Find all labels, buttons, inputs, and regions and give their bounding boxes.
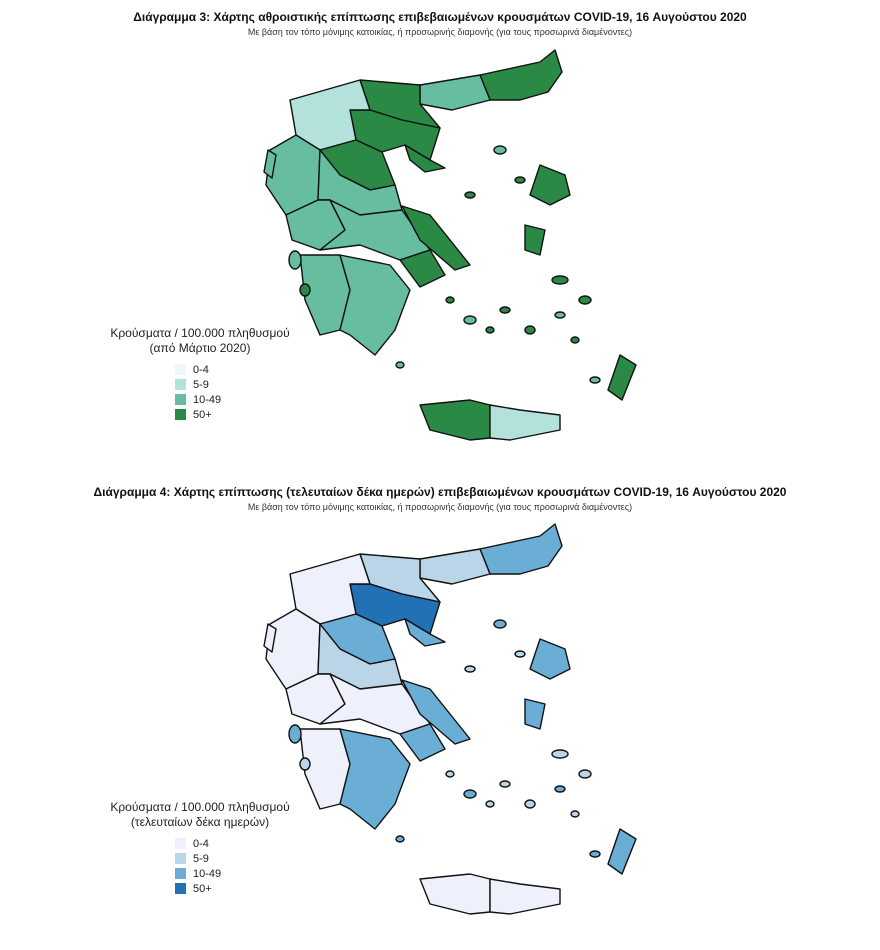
island [300, 758, 310, 770]
island [500, 307, 510, 313]
legend-item [175, 377, 305, 392]
island [289, 251, 301, 269]
island [289, 725, 301, 743]
legend-swatch [175, 838, 186, 849]
island [555, 786, 565, 792]
region-rhodes [608, 829, 636, 874]
chart-subtitle: Με βάση τον τόπο μόνιμης κατοικίας, ή προσωρινής διαμονής (για τους προσωρινά διαμένοντες) [247, 27, 633, 37]
region-thrace-mid [420, 549, 490, 584]
island [571, 811, 579, 817]
legend-swatch [175, 868, 186, 879]
island [571, 337, 579, 343]
island [515, 177, 525, 183]
region-crete-west [420, 874, 490, 914]
legend-label: 10-49 [193, 393, 222, 406]
legend-label: 0-4 [193, 363, 209, 376]
island [494, 146, 506, 154]
island [396, 362, 404, 368]
island [465, 666, 475, 672]
legend-item [175, 836, 305, 851]
island [494, 620, 506, 628]
island [486, 327, 494, 333]
island [525, 800, 535, 808]
legend-item [175, 881, 305, 896]
region-thrace-east [480, 50, 562, 100]
legend-label: 0-4 [193, 837, 209, 850]
legend-title: Κρούσματα / 100.000 πληθυσμού [110, 326, 290, 340]
island [446, 297, 454, 303]
island [464, 790, 476, 798]
legend-label: 50+ [193, 408, 212, 421]
island [486, 801, 494, 807]
chart-title: Διάγραμμα 4: Χάρτης επίπτωσης (τελευταίων δέκα ημερών) επιβεβαιωμένων κρουσμάτων COVID-19, 16 Αυγούστου 2020 [93, 485, 787, 499]
region-crete-east [490, 405, 560, 440]
island [579, 770, 591, 778]
region-crete-east [490, 879, 560, 914]
region-thrace-east [480, 524, 562, 574]
island [525, 326, 535, 334]
legend-swatch [175, 364, 186, 375]
legend-item [175, 362, 305, 377]
region-peloponnese-east [340, 255, 410, 355]
legend-subtitle: (από Μάρτιο 2020) [149, 341, 251, 355]
chart-title: Διάγραμμα 3: Χάρτης αθροιστικής επίπτωσης επιβεβαιωμένων κρουσμάτων COVID-19, 16 Αυγούστου 2020 [133, 10, 747, 24]
island [396, 836, 404, 842]
legend-swatch [175, 394, 186, 405]
island [465, 192, 475, 198]
island [590, 377, 600, 383]
legend-item [175, 866, 305, 881]
island [446, 771, 454, 777]
region-thrace-mid [420, 75, 490, 110]
island [500, 781, 510, 787]
region-crete-west [420, 400, 490, 440]
island [590, 851, 600, 857]
legend-swatch [175, 379, 186, 390]
map-legend [95, 800, 305, 896]
region-chios [525, 225, 545, 255]
legend-item [175, 851, 305, 866]
legend-subtitle: (τελευταίων δέκα ημερών) [130, 815, 270, 829]
island [552, 276, 568, 284]
legend-item [175, 392, 305, 407]
island [464, 316, 476, 324]
legend-item [175, 407, 305, 422]
region-peloponnese-east [340, 729, 410, 829]
island [552, 750, 568, 758]
legend-label: 5-9 [193, 852, 209, 865]
island [300, 284, 310, 296]
legend-swatch [175, 883, 186, 894]
region-rhodes [608, 355, 636, 400]
legend-swatch [175, 853, 186, 864]
chart-subtitle: Με βάση τον τόπο μόνιμης κατοικίας, ή προσωρινής διαμονής (για τους προσωρινά διαμένοντες) [247, 502, 633, 512]
legend-label: 5-9 [193, 378, 209, 391]
region-lesvos [530, 639, 570, 679]
legend-title: Κρούσματα / 100.000 πληθυσμού [110, 800, 290, 814]
island [579, 296, 591, 304]
island [515, 651, 525, 657]
region-lesvos [530, 165, 570, 205]
legend-label: 10-49 [193, 867, 222, 880]
region-chios [525, 699, 545, 729]
map-legend [95, 326, 305, 422]
legend-swatch [175, 409, 186, 420]
island [555, 312, 565, 318]
legend-label: 50+ [193, 882, 212, 895]
